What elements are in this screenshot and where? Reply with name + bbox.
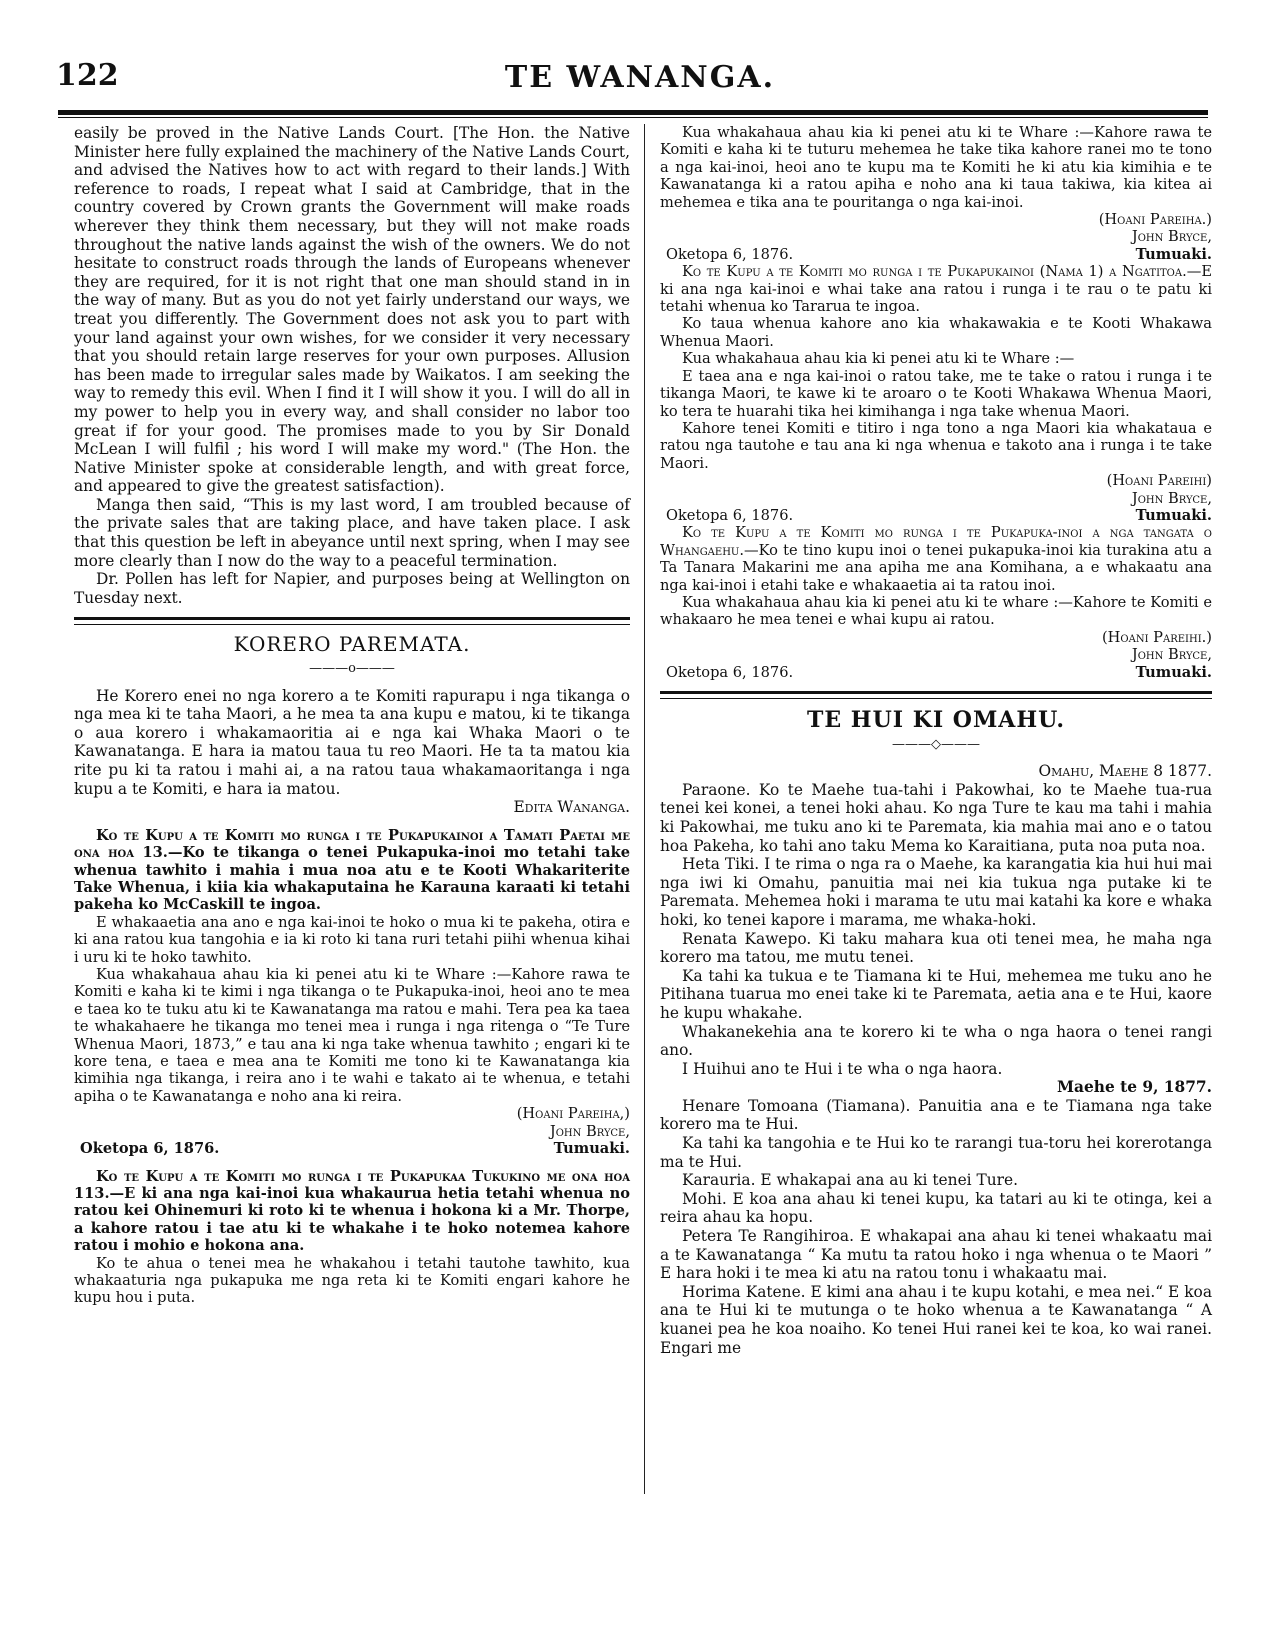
article-paragraph: easily be proved in the Native Lands Court. [The Hon. the Native Minister here fully explained the machinery of the Native Lands Court, and advised the Natives how to act with regard to their lands.] With reference to roads, I repeat what I said at Cambridge, that in the country covered by Crown grants the Government will make roads wherever they think them necessary, but they will not make roads throughout the native lands against the wish of the owners. We do not hesitate to construct roads through the lands of Europeans whenever they are required, for it is not right that one man should stand in in the way of many. But as you do not yet fairly understand our ways, we treat you differently. The Government does not ask you to part with your land against your own wishes, for we consider it very necessary that you should retain large reserves for your own purposes. Allusion has been made to irregular sales made by Waikatos. I am seeking the way to remedy this evil. When I find it I will show it you. I will do all in my power to help you in every way, and shall consider no labor too great if for your good. The promises made to you by Sir Donald McLean I will fulfil ; his word I will make my word." (The Hon. the Native Minister spoke at considerable length, and with great force, and appeared to give the greatest satisfaction). [74, 124, 630, 496]
newspaper-title: TE WANANGA. [504, 60, 776, 95]
report-body: —E ki ana nga kai-inoi kua whakaurua hetia tetahi whenua no ratou kei Ohinemuri ki roto ki te whenua i hokona ki a Mr. Thorpe, a kahore ratou i tae atu ki te whakahe i te hoko notemea kahore ratou i mohio e hokona ana. [74, 1184, 630, 1255]
article-paragraph: Manga then said, “This is my last word, I am troubled because of the private sales that are taking place, and have taken place. I ask that this question be left in abeyance until next spring, when I may see more clearly than I now do the way to a peaceful termination. [74, 495, 630, 570]
report-date: Oketopa 6, 1876. [666, 245, 794, 263]
header-rule-thin [58, 117, 1208, 118]
meeting-paragraph: Renata Kawepo. Ki taku mahara kua oti tenei mea, he maha nga korero ma tatou, me mutu tenei. [660, 929, 1212, 967]
meeting-paragraph: Ka tahi ka tangohia e te Hui ko te rarangi tua-toru hei korerotanga ma te Hui. [660, 1134, 1212, 1171]
heading-ornament: ———o——— [309, 661, 395, 677]
report-paragraph: Kua whakahaua ahau kia ki penei atu ki te Whare :—Kahore rawa te Komiti e kaha ki te tuturu mehemea he take tika kahore ranei mo te tono a nga kai-inoi, heoi ano te kupu ma te Komiti he ki atu kia kimihia e te Kawanatanga ki a ratou apiha e noho ana ki taua takiwa, kia kitea ai mehemea e tika ana te pouritanga o nga kai-inoi. [660, 124, 1212, 211]
report-date: Oketopa 6, 1876. [666, 663, 794, 681]
report-date: Oketopa 6, 1876. [666, 506, 794, 524]
report-paragraph: Kahore tenei Komiti e titiro i nga tono a nga Maori kia whakataua e ratou nga tautohe e tau ana ki nga whenua e takoto ana i runga i te take Maori. [660, 419, 1212, 472]
right-column [660, 124, 1212, 1357]
meeting-paragraph: Whakanekehia ana te korero ki te wha o nga haora o tenei rangi ano. [660, 1022, 1212, 1060]
meeting-paragraph: Karauria. E whakapai ana au ki tenei Ture. [682, 1171, 1019, 1190]
meeting-paragraph: Ka tahi ka tukua e te Tiamana ki te Hui, mehemea me tuku ano he Pitihana tuarua mo enei take ki te Paremata, aetia ana e te Hui, kaore he kupu whakahe. [660, 966, 1212, 1022]
report-paragraph: Kua whakahaua ahau kia ki penei atu ki te Whare :— [682, 350, 1075, 368]
signature-role: Tumuaki. [1135, 663, 1212, 681]
report-date: Oketopa 6, 1876. [80, 1140, 220, 1158]
dateline: Omahu, Maehe 8 1877. [1038, 762, 1212, 781]
section-separator [74, 617, 630, 625]
meeting-paragraph: I Huihui ano te Hui i te wha o nga haora. [682, 1059, 1003, 1078]
report-body: —Ko te tino kupu inoi o tenei pukapuka-inoi kia turakina atu a Ta Tanara Makarini me ana apiha me ana Komihana, a e whakaatu ana nga kai-inoi i etahi take e whakaaetia ai ta ratou inoi. [660, 541, 1212, 594]
editor-signature: Edita Wananga. [513, 798, 630, 817]
column-divider [644, 124, 645, 1494]
signature-name: (Hoani Pareihi.) [1101, 628, 1212, 646]
signature-name: (Hoani Pareihi) [1106, 472, 1212, 490]
report-title: Ko te Kupu a te Komiti mo runga i te Pukapukaa Tukukino me ona hoa 113. [74, 1167, 630, 1202]
signature-role: Tumuaki. [553, 1140, 630, 1158]
article-paragraph: He Korero enei no nga korero a te Komiti rapurapu i nga tikanga o nga mea ki te taha Maori, a he mea ta ana kupu e matou, ki te tikanga o aua korero i whakamaoritia ai e nga kai Whaka Maori o te Kawanatanga. E hara ia matou taua tu reo Maori. He ta ta matou kia rite pu ki ta ratou i mahi ai, a na ratou taua whakamaoritanga i nga kupu a te Komiti, e hara ia matou. [74, 686, 630, 798]
article-paragraph: Dr. Pollen has left for Napier, and purposes being at Wellington on Tuesday next. [74, 570, 630, 607]
committee-report [74, 827, 630, 1158]
report-title: Ko te Kupu a te Komiti mo runga i te Pukapukainoi a Tamati Paetai me ona hoa 13. [74, 826, 630, 862]
signature-name: John Bryce, [1131, 228, 1212, 246]
report-body: —Ko te tikanga o tenei Pukapuka-inoi mo tetahi take whenua tawhito i mahia i mua noa atu e te Kooti Whakariterite Take Whenua, i kiia kia whakaputaina he Karauna karaati ki tetahi pakeha ko McCaskill te ingoa. [74, 844, 630, 914]
header-rule [58, 110, 1208, 115]
report-paragraph: Ko taua whenua kahore ano kia whakawakia e te Kooti Whakawa Whenua Maori. [660, 315, 1212, 350]
report-body: —E ki ana nga kai-inoi e whai take ana ratou i runga i te rau o te patu ki tetahi whenua ko Tararua te ingoa. [660, 263, 1212, 316]
meeting-paragraph: Paraone. Ko te Maehe tua-tahi i Pakowhai, ko te Maehe tua-rua tenei kei konei, a tenei hoki ahau. Ko nga Ture te kau ma tahi i mahia ki Pakowhai, me tuku ano ki te Paremata, kia mahia mai ano e o tatou hoa Pakeha, ko tahi ano taku Mema ko Karaitiana, puta noa puta noa. [660, 780, 1212, 855]
report-paragraph: E whakaaetia ana ano e nga kai-inoi te hoko o mua ki te pakeha, otira e ki ana ratou kua tangohia e ia ki roto ki tana ruri tetahi piihi whenua kihai i uru ki te hoko tawhito. [74, 913, 630, 966]
signature-name: (Hoani Pareiha,) [516, 1105, 630, 1123]
report-paragraph: Kua whakahaua ahau kia ki penei atu ki te whare :—Kahore te Komiti e whakaaro he mea tenei e whai kupu ai ratou. [660, 593, 1212, 629]
meeting-paragraph: Henare Tomoana (Tiamana). Panuitia ana e te Tiamana nga take korero ma te Hui. [660, 1096, 1212, 1134]
meeting-paragraph: Heta Tiki. I te rima o nga ra o Maehe, ka karangatia kia hui hui mai nga iwi ki Omahu, panuitia mai nei kia tukua nga putake ki te Paremata. Mehemea hoki i marama te utu mai katahi ka kore e whaka hoki, ko tenei kapore i marama, me whaka-hoki. [660, 855, 1212, 929]
signature-name: (Hoani Pareiha.) [1098, 211, 1212, 229]
dateline: Maehe te 9, 1877. [1056, 1078, 1212, 1097]
signature-name: John Bryce, [1131, 646, 1212, 664]
section-heading: KORERO PAREMATA. [233, 632, 471, 657]
meeting-paragraph: Horima Katene. E kimi ana ahau i te kupu kotahi, e mea nei.“ E koa ana te Hui ki te mutunga o te hoko whenua a te Kawanatanga “ A kuanei pea he koa noaiho. Ko tenei Hui ranei kei te koa, ko wai ranei. Engari me [660, 1282, 1212, 1357]
meeting-paragraph: Petera Te Rangihiroa. E whakapai ana ahau ki tenei whakaatu mai a te Kawanatanga “ Ka mutu ta ratou hoko i nga whenua o te Maori ” E hara hoki i te mea ki atu na ratou tonu i whakaatu mai. [660, 1227, 1212, 1283]
signature-role: Tumuaki. [1135, 245, 1212, 263]
committee-report [74, 1168, 630, 1307]
left-column [74, 124, 630, 1307]
report-paragraph: Ko te ahua o tenei mea he whakahou i tetahi tautohe tawhito, kua whakaaturia nga pukapuka me nga reta ki te Komiti engari kahore he kupu hou i puta. [74, 1254, 630, 1307]
meeting-paragraph: Mohi. E koa ana ahau ki tenei kupu, ka tatari au ki te otinga, kei a reira ahau ka hopu. [660, 1189, 1212, 1227]
report-paragraph: Kua whakahaua ahau kia ki penei atu ki te Whare :—Kahore rawa te Komiti e kaha ki te kimi i nga tikanga o te Pukapuka-inoi, heoi ano te mea e taea ko te tuku atu ki te Kawanatanga ma ratou e mahi. Tera pea ka taea te whakahaere he tikanga mo tenei mea i runga i nga ritenga o “Te Ture Whenua Maori, 1873,” e tau ana ki nga take whenua tawhito ; engari ki te kore tena, e taea e mea ana te Komiti me tono ki te Kawanatanga kia kimihia nga tikanga, i reira ano i te wahi e takato ai te whenua, e tetahi apiha o te Kawanatanga e noho ana ki reira. [74, 966, 630, 1105]
report-title: Ko te Kupu a te Komiti mo runga i te Pukapukainoi (Nama 1) a Ngatitoa. [682, 263, 1187, 281]
page-number: 122 [56, 58, 119, 93]
committee-report [660, 124, 1212, 681]
section-separator [660, 691, 1212, 699]
report-paragraph: E taea ana e nga kai-inoi o ratou take, me te take o ratou i runga i te tikanga Maori, te kawe ki te aroaro o te Kooti Whakawa Whenua Maori, ko tera te huarahi tika hei kimihanga i nga take whenua Maori. [660, 367, 1212, 420]
report-title: Ko te Kupu a te Komiti mo runga i te Pukapuka-inoi a nga tangata o Whangaehu. [660, 524, 1212, 559]
heading-ornament: ———◇——— [892, 736, 980, 752]
section-heading: TE HUI KI OMAHU. [807, 707, 1065, 733]
signature-name: John Bryce, [549, 1122, 630, 1140]
signature-name: John Bryce, [1131, 489, 1212, 507]
signature-role: Tumuaki. [1135, 506, 1212, 524]
